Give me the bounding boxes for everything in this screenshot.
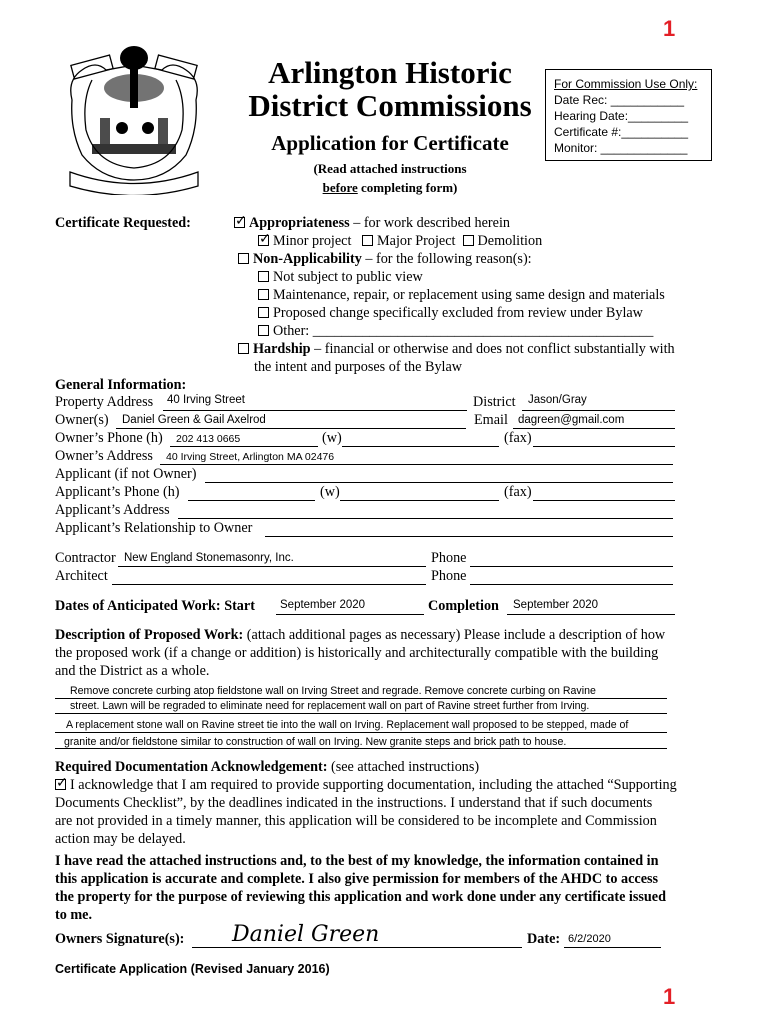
description-line-2 <box>55 713 667 714</box>
description-instructions: Description of Proposed Work: (attach additional pages as necessary) Please include a description of how the proposed work (if a change or addition) is historically and architecturally compatible with the building and the District as a whole. <box>55 627 666 679</box>
completion-label: Completion <box>428 598 499 614</box>
district-line <box>522 410 675 411</box>
appropriateness-option[interactable]: ✓ Appropriateness – for work described herein <box>234 214 510 232</box>
instructions-note: (Read attached instructions before completing form) <box>313 161 467 195</box>
completion-date-line <box>507 614 675 615</box>
architect-phone-line[interactable] <box>470 584 673 585</box>
contractor-phone-label: Phone <box>431 550 467 566</box>
commission-use-box: For Commission Use Only: Date Rec: ___________ Hearing Date:_________ Certificate #:__________ Monitor: _____________ <box>545 69 712 161</box>
owner-label: Owner(s) <box>55 412 109 428</box>
owner-phone-line <box>170 446 318 447</box>
property-address-line <box>163 410 467 411</box>
signature-line <box>192 947 522 948</box>
hardship-option[interactable]: Hardship – financial or otherwise and does not conflict substantially with <box>238 340 675 358</box>
acknowledge-checkbox[interactable] <box>55 779 66 790</box>
reason-maintenance-checkbox[interactable] <box>258 289 269 300</box>
description-entry-2[interactable]: street. Lawn will be regraded to eliminate need for replacement wall on part of Ravine street further from Irving. <box>70 700 590 712</box>
district-label: District <box>473 394 516 410</box>
date-label: Date: <box>527 931 561 947</box>
signature-label: Owners Signature(s): <box>55 931 185 947</box>
completion-date-field[interactable]: September 2020 <box>513 599 599 611</box>
owner-signature[interactable]: Daniel Green <box>232 922 380 947</box>
start-date-line <box>276 614 424 615</box>
applicant-phone-line[interactable] <box>188 500 315 501</box>
non-applicability-checkbox[interactable] <box>238 253 249 264</box>
owner-fax-line[interactable] <box>533 446 675 447</box>
applicant-address-label: Applicant’s Address <box>55 502 170 518</box>
email-field[interactable]: dagreen@gmail.com <box>518 414 625 426</box>
description-entry-3[interactable]: A replacement stone wall on Ravine street tie into the wall on Irving. Replacement wall proposed to be stepped, made of <box>66 719 629 731</box>
footer-revision: Certificate Application (Revised January 2016) <box>55 962 330 976</box>
appropriateness-checkbox[interactable] <box>234 217 245 228</box>
declaration-text: I have read the attached instructions and, to the best of my knowledge, the information contained in this application is accurate and complete. I also give permission for members of the AHDC to access the property for the purpose of reviewing this application and work done under any certificate issued to me. <box>55 853 666 923</box>
certificate-requested-label: Certificate Requested: <box>55 215 191 231</box>
description-entry-4[interactable]: granite and/or fieldstone similar to construction of wall on Irving. New granite steps and brick path to house. <box>64 736 567 748</box>
description-line-1 <box>55 698 667 699</box>
owner-work-label: (w) <box>322 430 342 446</box>
architect-phone-label: Phone <box>431 568 467 584</box>
applicant-label: Applicant (if not Owner) <box>55 466 197 482</box>
description-line-4 <box>55 748 667 749</box>
property-address-field[interactable]: 40 Irving Street <box>167 394 245 406</box>
reason-public-view[interactable]: Not subject to public view <box>258 268 423 286</box>
reason-excluded[interactable]: Proposed change specifically excluded from review under Bylaw <box>258 304 643 322</box>
required-doc-heading: Required Documentation Acknowledgement: (see attached instructions) <box>55 759 480 775</box>
page-number-top: 1 <box>663 16 676 41</box>
owner-address-line <box>160 464 673 465</box>
town-seal-image <box>52 40 217 195</box>
email-line <box>513 428 675 429</box>
applicant-relationship-label: Applicant’s Relationship to Owner <box>55 520 253 536</box>
architect-line[interactable] <box>112 584 426 585</box>
applicant-line[interactable] <box>205 482 673 483</box>
page-number-bottom: 1 <box>663 984 676 1009</box>
applicant-relationship-line[interactable] <box>265 536 673 537</box>
reason-maintenance[interactable]: Maintenance, repair, or replacement using same design and materials <box>258 286 665 304</box>
date-line <box>564 947 661 948</box>
owner-address-label: Owner’s Address <box>55 448 153 464</box>
district-field[interactable]: Jason/Gray <box>528 394 587 406</box>
reason-excluded-checkbox[interactable] <box>258 307 269 318</box>
owner-field[interactable]: Daniel Green & Gail Axelrod <box>122 414 266 426</box>
owner-fax-label: (fax) <box>504 430 532 446</box>
applicant-fax-label: (fax) <box>504 484 532 500</box>
reason-other[interactable]: Other: ________________________________________________ <box>258 322 653 340</box>
required-doc-ack: ✓I acknowledge that I am required to provide supporting documentation, including the attached “Supporting Documents Checklist”, by the deadlines indicated in the instructions. I understand that if such documents are not provided in a timely manner, this application will be considered to be incomplete and Commission action may be delayed. <box>55 776 677 848</box>
owner-phone-label: Owner’s Phone (h) <box>55 430 163 446</box>
contractor-phone-line[interactable] <box>470 566 673 567</box>
reason-other-checkbox[interactable] <box>258 325 269 336</box>
contractor-line <box>118 566 426 567</box>
page-title: Arlington Historic District Commissions <box>248 55 532 123</box>
property-address-label: Property Address <box>55 394 154 410</box>
start-date-field[interactable]: September 2020 <box>280 599 366 611</box>
signature-date-field[interactable]: 6/2/2020 <box>568 933 611 945</box>
reason-public-view-checkbox[interactable] <box>258 271 269 282</box>
owner-line <box>116 428 466 429</box>
hardship-desc-cont: the intent and purposes of the Bylaw <box>254 359 463 375</box>
demolition-checkbox[interactable] <box>463 235 474 246</box>
major-project-checkbox[interactable] <box>362 235 373 246</box>
contractor-field[interactable]: New England Stonemasonry, Inc. <box>124 552 294 564</box>
owner-address-field[interactable]: 40 Irving Street, Arlington MA 02476 <box>166 451 335 463</box>
minor-project-checkbox[interactable] <box>258 235 269 246</box>
dates-label: Dates of Anticipated Work: Start <box>55 598 255 614</box>
project-type-options: ✓Minor project Major Project Demolition <box>258 232 542 250</box>
applicant-work-line[interactable] <box>340 500 499 501</box>
email-label: Email <box>474 412 508 428</box>
contractor-label: Contractor <box>55 550 116 566</box>
hardship-checkbox[interactable] <box>238 343 249 354</box>
form-subtitle: Application for Certificate <box>271 131 509 155</box>
applicant-work-label: (w) <box>320 484 340 500</box>
owner-work-line[interactable] <box>342 446 499 447</box>
architect-label: Architect <box>55 568 108 584</box>
applicant-fax-line[interactable] <box>533 500 675 501</box>
applicant-phone-label: Applicant’s Phone (h) <box>55 484 180 500</box>
non-applicability-option[interactable]: Non-Applicability – for the following reason(s): <box>238 250 532 268</box>
general-info-heading: General Information: <box>55 377 187 393</box>
owner-phone-field[interactable]: 202 413 0665 <box>176 433 241 445</box>
description-entry-1[interactable]: Remove concrete curbing atop fieldstone wall on Irving Street and regrade. Remove concrete curbing on Ravine <box>70 685 596 697</box>
description-line-3 <box>55 732 667 733</box>
